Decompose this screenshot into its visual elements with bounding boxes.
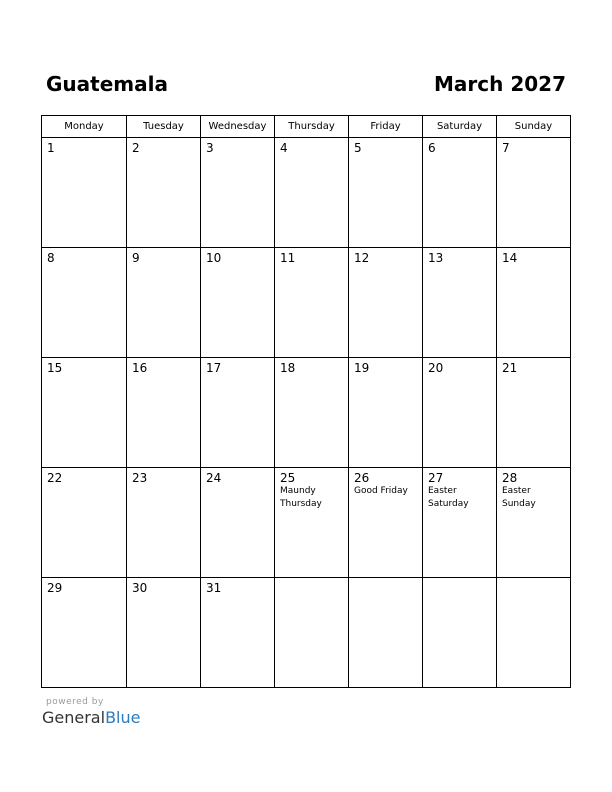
day-cell xyxy=(42,578,127,688)
day-number: 1 xyxy=(47,141,55,155)
day-number: 17 xyxy=(206,361,222,375)
day-number: 11 xyxy=(280,251,296,265)
day-cell xyxy=(201,468,275,578)
weekday-header-row xyxy=(42,116,571,138)
holiday-label: Maundy Thursday xyxy=(280,486,322,509)
day-number: 2 xyxy=(132,141,140,155)
day-number: 16 xyxy=(132,361,148,375)
day-number: 7 xyxy=(502,141,510,155)
day-cell xyxy=(349,358,423,468)
day-cell xyxy=(349,468,423,578)
day-number: 20 xyxy=(428,361,444,375)
day-number: 27 xyxy=(428,471,444,485)
day-cell xyxy=(127,248,201,358)
day-cell xyxy=(423,358,497,468)
week-row xyxy=(42,578,571,688)
weekday-header: Thursday xyxy=(275,116,349,138)
day-number: 18 xyxy=(280,361,296,375)
day-cell xyxy=(42,468,127,578)
day-cell xyxy=(349,138,423,248)
week-row xyxy=(42,248,571,358)
weekday-header: Friday xyxy=(349,116,423,138)
day-cell xyxy=(349,578,423,688)
weekday-header: Sunday xyxy=(497,116,571,138)
brand-blue-text: Blue xyxy=(105,708,141,727)
day-cell xyxy=(497,248,571,358)
day-cell xyxy=(497,358,571,468)
weekday-header: Tuesday xyxy=(127,116,201,138)
day-number: 8 xyxy=(47,251,55,265)
week-row xyxy=(42,138,571,248)
weekday-header: Monday xyxy=(42,116,127,138)
week-row xyxy=(42,468,571,578)
day-number: 10 xyxy=(206,251,222,265)
day-number: 19 xyxy=(354,361,370,375)
week-row xyxy=(42,358,571,468)
day-number: 25 xyxy=(280,471,296,485)
month-title: March 2027 xyxy=(434,72,566,96)
day-number: 3 xyxy=(206,141,214,155)
day-cell xyxy=(349,248,423,358)
day-cell xyxy=(42,358,127,468)
calendar-grid xyxy=(41,115,571,688)
country-title: Guatemala xyxy=(46,72,168,96)
day-cell xyxy=(127,138,201,248)
day-number: 4 xyxy=(280,141,288,155)
day-cell xyxy=(497,468,571,578)
generalblue-logo[interactable] xyxy=(42,708,140,728)
powered-by-text: powered by xyxy=(46,697,104,707)
day-cell xyxy=(275,138,349,248)
day-cell xyxy=(497,138,571,248)
day-cell xyxy=(275,578,349,688)
day-number: 13 xyxy=(428,251,444,265)
day-cell xyxy=(127,468,201,578)
day-number: 6 xyxy=(428,141,436,155)
weekday-header: Wednesday xyxy=(201,116,275,138)
day-number: 30 xyxy=(132,581,148,595)
day-number: 31 xyxy=(206,581,222,595)
day-number: 26 xyxy=(354,471,370,485)
day-cell xyxy=(42,248,127,358)
day-number: 21 xyxy=(502,361,518,375)
day-cell xyxy=(423,578,497,688)
day-cell xyxy=(127,358,201,468)
day-number: 24 xyxy=(206,471,222,485)
day-cell xyxy=(423,248,497,358)
holiday-label: Good Friday xyxy=(354,486,408,496)
day-cell xyxy=(201,138,275,248)
day-cell xyxy=(127,578,201,688)
day-number: 9 xyxy=(132,251,140,265)
day-number: 15 xyxy=(47,361,63,375)
holiday-label: Easter Sunday xyxy=(502,486,536,509)
day-number: 5 xyxy=(354,141,362,155)
day-number: 23 xyxy=(132,471,148,485)
day-cell xyxy=(497,578,571,688)
day-cell xyxy=(201,578,275,688)
day-cell xyxy=(423,138,497,248)
day-cell xyxy=(201,358,275,468)
day-cell xyxy=(42,138,127,248)
day-cell xyxy=(423,468,497,578)
weekday-header: Saturday xyxy=(423,116,497,138)
day-number: 12 xyxy=(354,251,370,265)
day-number: 28 xyxy=(502,471,518,485)
day-cell xyxy=(275,468,349,578)
day-cell xyxy=(275,248,349,358)
day-number: 22 xyxy=(47,471,63,485)
day-number: 14 xyxy=(502,251,518,265)
day-cell xyxy=(275,358,349,468)
holiday-label: Easter Saturday xyxy=(428,486,469,509)
brand-general-text: General xyxy=(42,708,106,727)
day-number: 29 xyxy=(47,581,63,595)
day-cell xyxy=(201,248,275,358)
